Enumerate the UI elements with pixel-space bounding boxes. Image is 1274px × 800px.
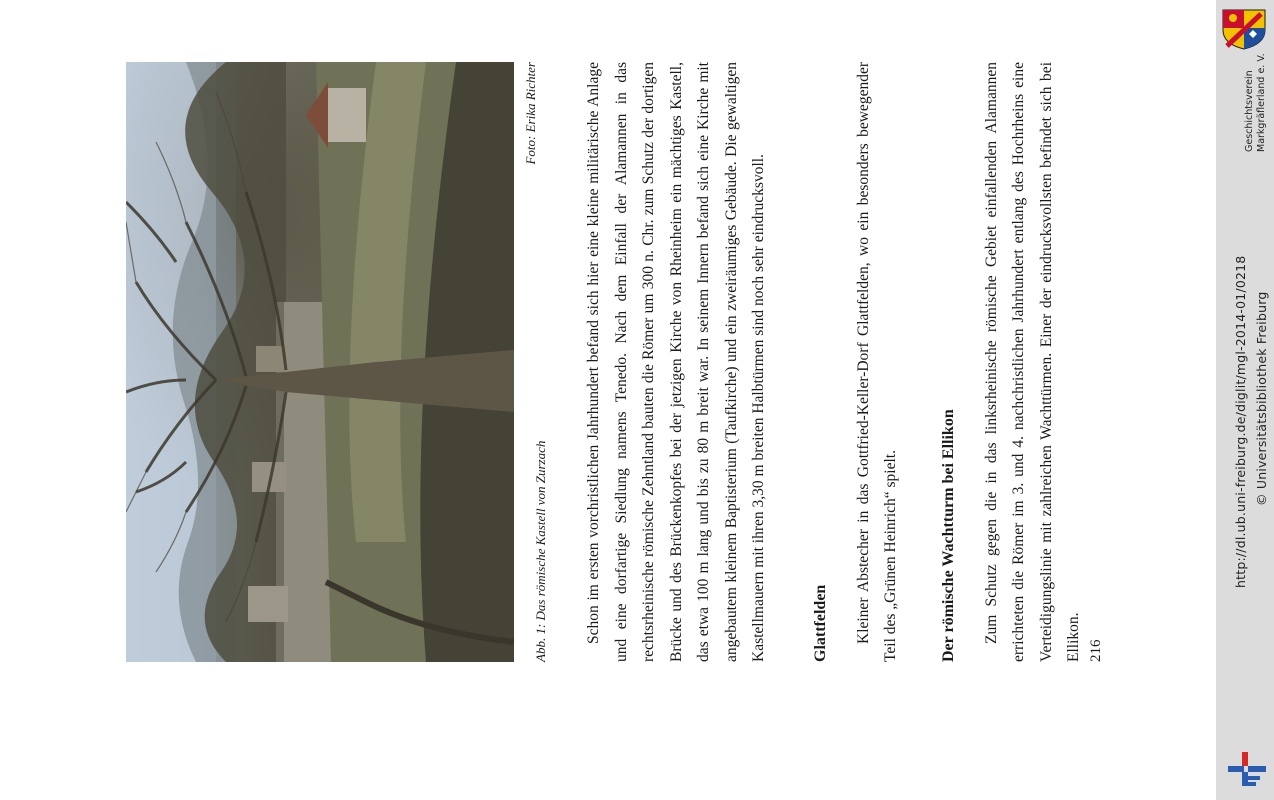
paragraph-wachtturm: Zum Schutz gegen die in das linksrheinische römische Gebiet einfallenden Alamannen errichteten die Römer im 3. und 4. nachchristlichen Jahrhundert entlang des Hochrheins eine Verteidigungslinie mit zahlreichen Wachttürmen. Einer der eindrucksvollsten befindet sich bei Ellikon. <box>982 62 1082 662</box>
kastell-photo <box>126 62 514 662</box>
copyright-text: © Universitätsbibliothek Freiburg <box>1254 291 1269 506</box>
coat-of-arms-icon <box>1221 8 1267 50</box>
paragraph-kastell: Schon im ersten vorchristlichen Jahrhundert befand sich hier eine kleine militärische Anlage und eine dorfartige Siedlung namens Tenedo. Nach dem Einfall der Alamannen in das rechtsrheinische römische Zehntland bauten die Römer um 300 n. Chr. zum Schutz der dortigen Brücke und des Brückenkopfes bei der jetzigen Kirche von Rheinheim ein mächtiges Kastell, das etwa 100 m lang und bis zu 80 m breit war. In seinem Innern befand sich eine Kirche mit angebautem kleinem Baptisterium (Taufkirche) und ein zweiräumiges Gebäude. Die gewaltigen Kastellmauern mit ihren 3,30 m breiten Halbtürmen sind noch sehr eindrucksvoll. <box>585 62 767 662</box>
figure-caption-text: Abb. 1: Das römische Kastell von Zurzach <box>533 440 548 662</box>
figure-caption <box>522 62 562 662</box>
document-url[interactable]: http://dl.ub.uni-freiburg.de/diglit/mgl-2014-01/0218 <box>1233 255 1248 588</box>
society-name-line1: Geschichtsverein <box>1244 70 1255 152</box>
ub-freiburg-logo-icon <box>1226 748 1268 790</box>
body-text <box>580 62 1088 662</box>
heading-wachtturm: Der römische Wachtturm bei Ellikon <box>939 409 957 662</box>
page-number: 216 <box>1088 639 1104 662</box>
photo-credit: Foto: Erika Richter <box>523 62 538 165</box>
photo-illustration <box>126 62 514 662</box>
heading-glattfelden: Glattfelden <box>811 584 829 662</box>
paragraph-glattfelden: Kleiner Abstecher in das Gottfried-Keller-Dorf Glattfelden, wo ein besonders bewegender Teil des „Grünen Heinrich“ spielt. <box>854 62 899 662</box>
society-name-line2: Markgräflerland e. V. <box>1256 53 1267 152</box>
